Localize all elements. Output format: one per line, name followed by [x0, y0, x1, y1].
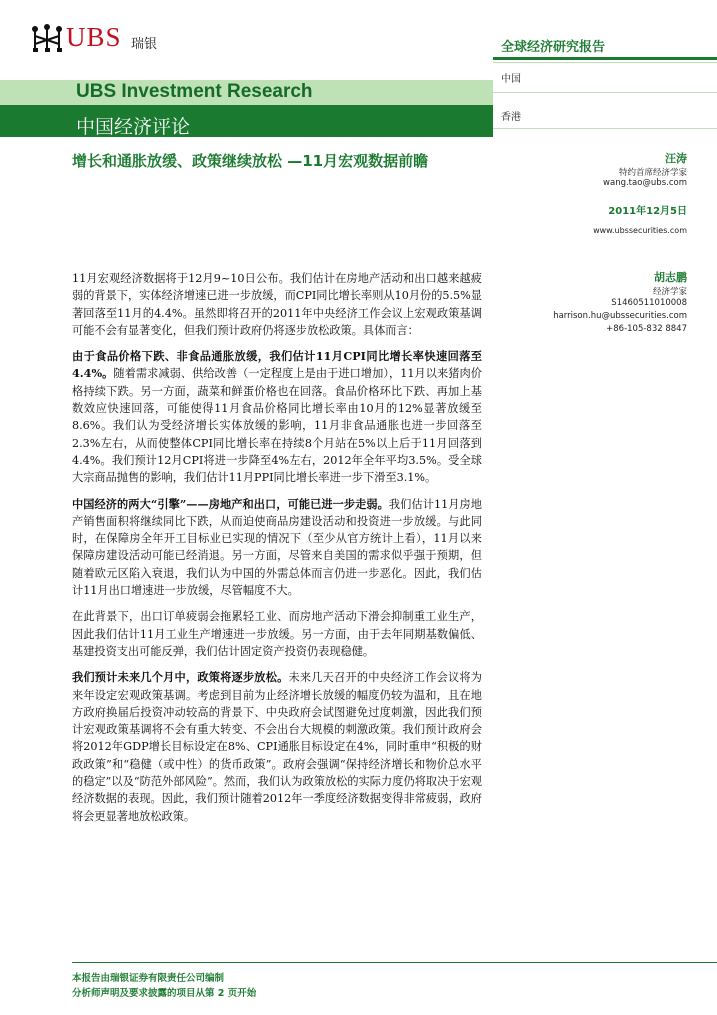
author-title: 特约首席经济学家: [618, 168, 687, 178]
paragraph: [72, 270, 482, 339]
region-hongkong: 香港: [501, 112, 521, 123]
paragraph-lead: 中国经济的两大“引擎”——房地产和出口，可能已进一步走弱。: [72, 496, 389, 511]
paragraph: [72, 348, 482, 486]
brand-title: UBS Investment Research: [76, 81, 313, 102]
report-type: 全球经济研究报告: [501, 40, 606, 55]
report-date: 2011年12月5日: [608, 206, 687, 217]
paragraph-text: 随着需求减弱、供给改善（一定程度上是由于进口增加），11月以来猪肉价格持续下跌。另一方面，蔬菜和鲜蛋价格也在回落。食品价格环比下跌、再加上基数效应快速回落，可能使得11月食品价格同比增长率由10月的12%显著放缓至8.6%。我们认为受经济增长实体放缓的影响，11月非食品通胀也进一步回落至2.3%左右，从而使整体CPI同比增长率在持续8个月站在5%以上后于11月回落到4.4%。我们预计12月CPI将进一步降至4%左右，2012年全年平均3.5%。受全球大宗商品抛售的影响，我们估计11月PPI同比增长率进一步下滑至3.1%。: [72, 367, 482, 485]
report-headline: 增长和通胀放缓、政策继续放松 —11月宏观数据前瞻: [72, 152, 429, 170]
author-phone: +86-105-832 8847: [606, 324, 687, 334]
paragraph-text: 在此背景下，出口订单疲弱会拖累轻工业、而房地产活动下滑会抑制重工业生产，因此我们估计11月工业生产增速进一步放缓。另一方面，由于去年同期基数偏低、基建投资支出可能反弹，我们估计固定资产投资仍表现稳健。: [72, 610, 482, 658]
footer-line: 分析师声明及要求披露的项目从第 2 页开始: [72, 988, 257, 999]
footer-divider: [72, 962, 717, 963]
paragraph: [72, 669, 482, 825]
region-divider: [493, 92, 717, 93]
author-name: 胡志鹏: [654, 271, 687, 284]
author-email[interactable]: harrison.hu@ubssecurities.com: [553, 311, 687, 321]
paragraph-text: 我们估计11月房地产销售面积将继续同比下跌，从而迫使商品房建设活动和投资进一步放缓。与此同时，在保障房全年开工目标业已实现的情况下（至少从官方统计上看），11月以来保障房建设活动可能已经消退。另一方面，尽管来自美国的需求似乎强于预期，但随着欧元区陷入衰退，我们认为中国的外需总体而言仍进一步恶化。因此，我们估计11月出口增速进一步放缓，尽管幅度不大。: [72, 497, 482, 598]
author-name: 汪涛: [665, 152, 687, 165]
paragraph: [72, 496, 482, 600]
logo-wordmark: UBS: [66, 22, 122, 52]
paragraph-lead: 由于食品价格下跌、非食品通胀放缓，我们估计11月CPI同比增长率快速回落至4.4%。: [72, 349, 482, 381]
paragraph-text: 未来几天召开的中央经济工作会议将为来年设定宏观政策基调。考虑到目前为止经济增长放缓的幅度仍较为温和，且在地方政府换届后投资冲动较高的背景下、中央政府会试图避免过度刺激，因此我们预计宏观政策基调将不会有重大转变、不会出台大规模的刺激政策。我们预计政府会将2012年GDP增长目标设定在8%、CPI通胀目标设定在4%，同时重申“积极的财政政策”和“稳健（或中性）的货币政策”。政府会强调“保持经济增长和物价总水平的稳定”以及“防范外部风险”。然而，我们认为政策放松的实际力度仍将取决于宏观经济数据的表现。因此，我们预计随着2012年一季度经济数据变得非常疲弱，政府将会更显著地放松政策。: [72, 671, 482, 823]
report-body: [72, 270, 482, 834]
region-divider: [493, 128, 717, 129]
region-divider: [493, 62, 717, 63]
footer-line: 本报告由瑞银证券有限责任公司编制: [72, 973, 225, 984]
paragraph: [72, 608, 482, 660]
paragraph-text: 11月宏观经济数据将于12月9~10日公布。我们估计在房地产活动和出口越来越疲弱的背景下，实体经济增速已进一步放缓，而CPI同比增长率则从10月份的5.5%显著回落至11月的4.4%。虽然即将召开的2011年中央经济工作会议上宏观政策基调可能不会有显著变化，但我们预计政府仍将逐步放松政策。具体而言：: [72, 272, 482, 337]
author-title: 经济学家: [652, 287, 687, 297]
region-china: 中国: [501, 74, 521, 85]
author-email[interactable]: wang.tao@ubs.com: [603, 178, 687, 188]
series-title: 中国经济评论: [76, 116, 191, 138]
paragraph-lead: 我们预计未来几个月中，政策将逐步放松。: [72, 670, 289, 685]
logo-chinese-name: 瑞银: [131, 37, 158, 52]
author-license-id: S1460511010008: [611, 298, 687, 308]
website-link[interactable]: www.ubssecurities.com: [593, 226, 687, 235]
three-keys-icon: [30, 24, 64, 54]
